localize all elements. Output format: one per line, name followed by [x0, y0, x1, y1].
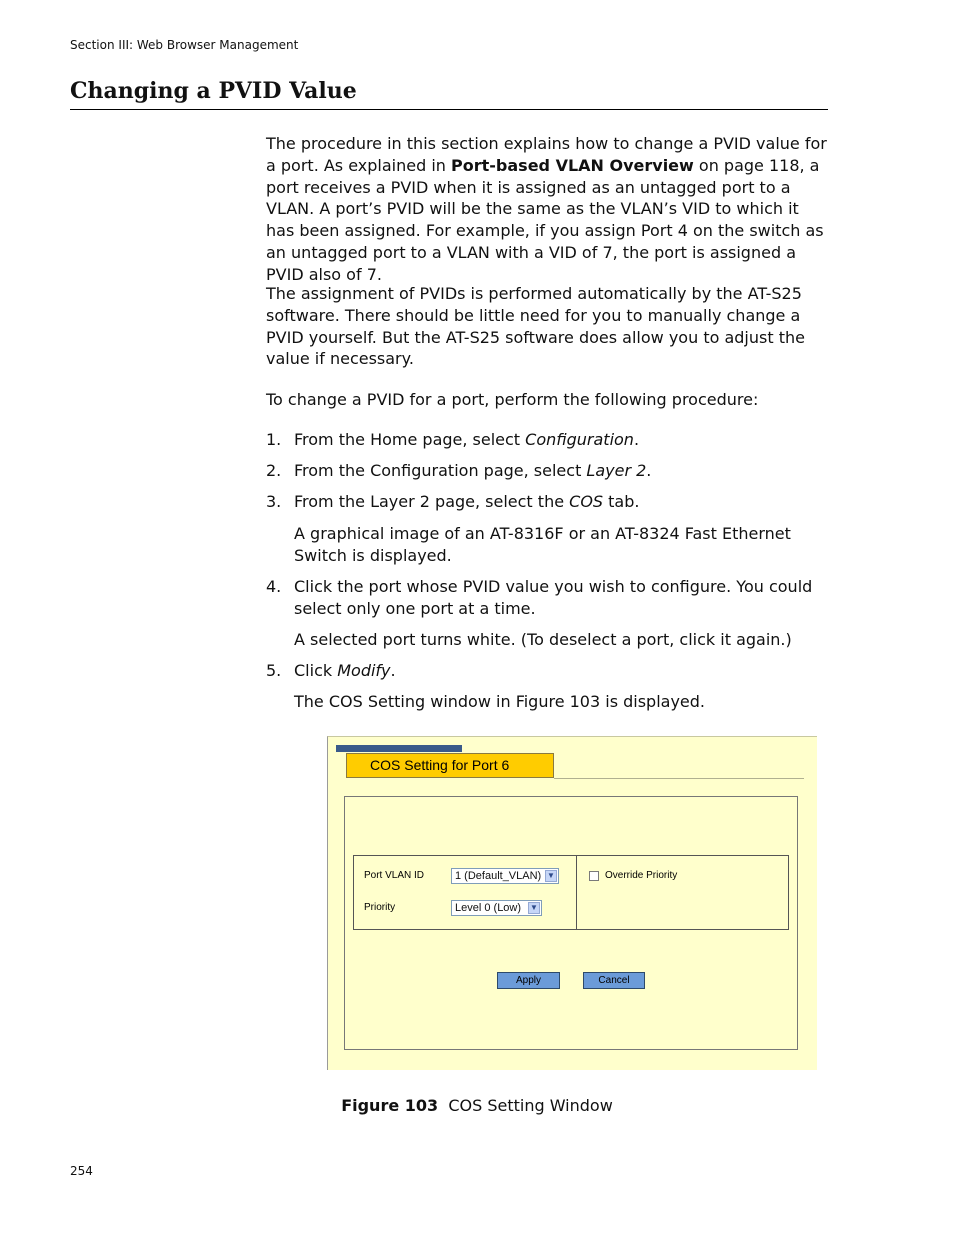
override-priority-label: Override Priority — [605, 870, 678, 881]
port-vlan-id-select[interactable] — [451, 868, 559, 884]
cos-setting-window — [327, 736, 817, 1070]
overview-reference: Port-based VLAN Overview — [451, 155, 694, 175]
priority-select[interactable] — [451, 900, 542, 916]
step-text: Click the port whose PVID value you wish to configure. You could select only one port at a time. — [294, 577, 813, 618]
override-priority-checkbox[interactable] — [589, 871, 599, 881]
step-text: From the Home page, select Configuration. — [294, 430, 640, 449]
tab-underline — [554, 778, 804, 779]
settings-panel — [344, 796, 798, 1050]
figure-label: Figure 103 — [341, 1096, 439, 1115]
section-title: Changing a PVID Value — [70, 78, 357, 104]
priority-label: Priority — [364, 902, 396, 913]
step-number: 1. — [266, 430, 282, 449]
step-number: 2. — [266, 461, 282, 480]
paragraph-procedure-intro: To change a PVID for a port, perform the following procedure: — [266, 390, 759, 409]
step-number: 4. — [266, 577, 282, 596]
step-5-note: The COS Setting window in Figure 103 is displayed. — [294, 692, 706, 711]
step-4-note: A selected port turns white. (To deselect a port, click it again.) — [294, 630, 792, 649]
figure-title: COS Setting Window — [448, 1096, 613, 1115]
step-number: 5. — [266, 661, 282, 680]
step-text: Click Modify. — [294, 661, 396, 680]
page-number: 254 — [70, 1164, 93, 1178]
running-header: Section III: Web Browser Management — [70, 38, 299, 52]
paragraph-intro — [266, 133, 831, 286]
step-text: From the Configuration page, select Layer 2. — [294, 461, 652, 480]
cancel-button[interactable]: Cancel — [583, 972, 645, 989]
intro-text-start: The procedure in this section explains how to change a PVID value for a port. As explained in — [266, 134, 827, 175]
apply-button[interactable]: Apply — [497, 972, 560, 989]
chevron-down-icon: ▼ — [545, 870, 557, 882]
figure-caption — [0, 1096, 954, 1115]
step-text: From the Layer 2 page, select the COS tab. — [294, 492, 640, 511]
paragraph-assignment: The assignment of PVIDs is performed automatically by the AT-S25 software. There should be little need for you to manually change a PVID yourself. But the AT-S25 software does allow you to adjust the value if necessary. — [266, 284, 805, 369]
port-vlan-id-label: Port VLAN ID — [364, 870, 425, 881]
tab-strip — [336, 745, 462, 752]
tab-cos-setting[interactable]: COS Setting for Port 6 — [346, 753, 554, 778]
port-vlan-id-value: 1 (Default_VLAN) — [455, 870, 542, 882]
chevron-down-icon: ▼ — [528, 902, 540, 914]
priority-value: Level 0 (Low) — [455, 902, 522, 914]
settings-divider — [576, 856, 577, 929]
intro-text-end: on page 118, a port receives a PVID when it is assigned as an untagged port to a VLAN. A port’s PVID will be the same as the VLAN’s VID to which it has been assigned. For example, if you assign Port 4 on the switch as an untagged port to a VLAN with a VID of 7, the port is assigned a PVID also of 7. — [266, 155, 824, 284]
title-rule — [70, 109, 828, 110]
settings-box — [353, 855, 789, 930]
step-3-note: A graphical image of an AT-8316F or an AT-8324 Fast Ethernet Switch is displayed. — [294, 524, 791, 565]
step-number: 3. — [266, 492, 282, 511]
